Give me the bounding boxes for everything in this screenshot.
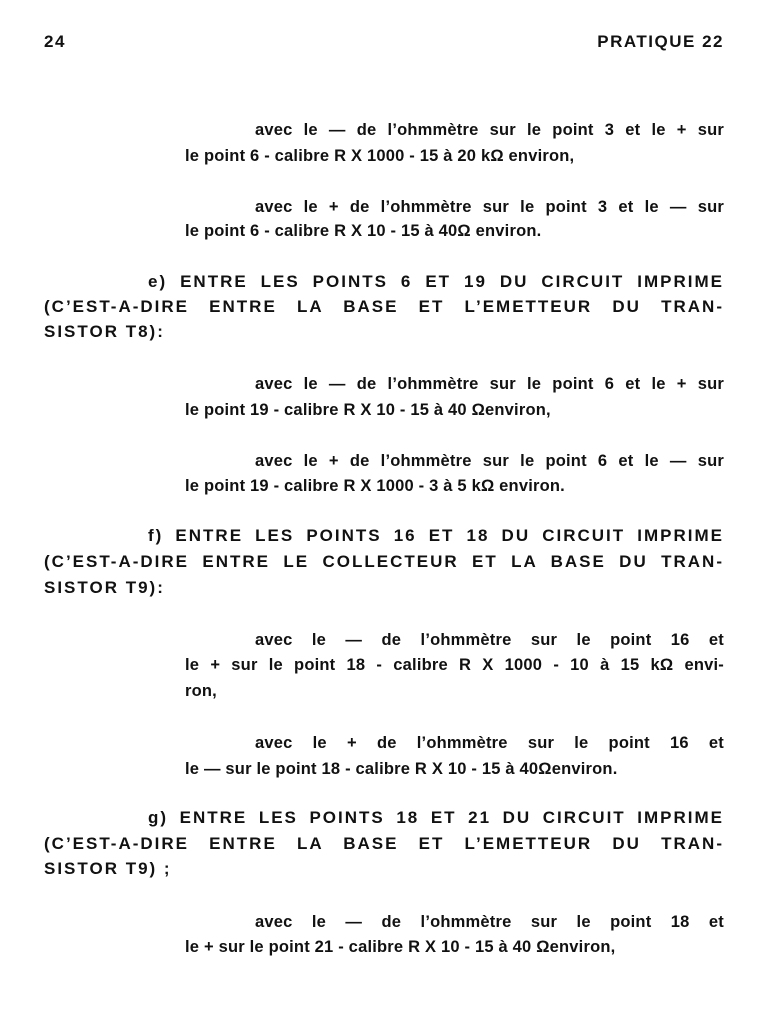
text-line: le point 19 - calibre R X 1000 - 3 à 5 kΩ environ. [185,477,565,495]
text-line: avec le + de l’ohmmètre sur le point 16 et [255,734,724,752]
section-heading-e: SISTOR T8): [44,322,165,341]
text-line: le point 6 - calibre R X 1000 - 15 à 20 kΩ environ, [185,147,575,165]
text-line: avec le — de l’ohmmètre sur le point 16 et [255,631,724,649]
text-line: le + sur le point 21 - calibre R X 10 - 15 à 40 Ωenviron, [185,938,616,956]
text-line: avec le + de l’ohmmètre sur le point 3 et le — sur [255,198,724,216]
section-heading-f: f) ENTRE LES POINTS 16 ET 18 DU CIRCUIT IMPRIME [148,526,724,545]
section-heading-e: (C’EST-A-DIRE ENTRE LA BASE ET L’EMETTEUR DU TRAN- [44,297,724,316]
text-line: le + sur le point 18 - calibre R X 1000 - 10 à 15 kΩ envi- [185,656,724,674]
running-title: PRATIQUE 22 [597,32,724,51]
text-line: avec le — de l’ohmmètre sur le point 6 et le + sur [255,375,724,393]
section-heading-g: (C’EST-A-DIRE ENTRE LA BASE ET L’EMETTEUR DU TRAN- [44,834,724,853]
text-line: ron, [185,682,217,700]
text-line: le point 19 - calibre R X 10 - 15 à 40 Ωenviron, [185,401,551,419]
section-heading-e: e) ENTRE LES POINTS 6 ET 19 DU CIRCUIT IMPRIME [148,272,724,291]
text-line: le point 6 - calibre R X 10 - 15 à 40Ω environ. [185,222,542,240]
section-heading-f: (C’EST-A-DIRE ENTRE LE COLLECTEUR ET LA BASE DU TRAN- [44,552,724,571]
page-number: 24 [44,32,66,51]
section-heading-g: g) ENTRE LES POINTS 18 ET 21 DU CIRCUIT IMPRIME [148,808,724,827]
section-heading-g: SISTOR T9) ; [44,859,172,878]
section-heading-f: SISTOR T9): [44,578,165,597]
text-line: le — sur le point 18 - calibre R X 10 - 15 à 40Ωenviron. [185,760,618,778]
text-line: avec le — de l’ohmmètre sur le point 3 et le + sur [255,121,724,139]
text-line: avec le + de l’ohmmètre sur le point 6 et le — sur [255,452,724,470]
text-line: avec le — de l’ohmmètre sur le point 18 et [255,913,724,931]
